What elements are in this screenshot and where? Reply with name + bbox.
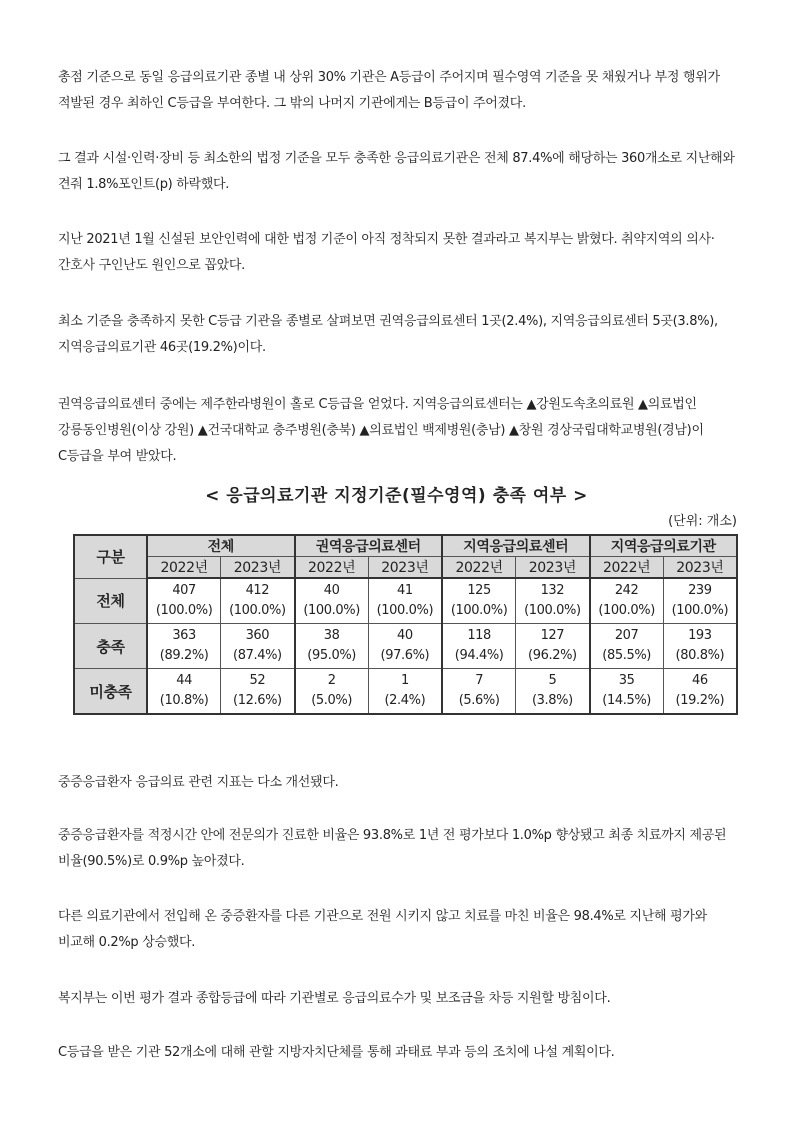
cell-count: 412 xyxy=(245,583,270,598)
cell-percent: (19.2%) xyxy=(675,693,725,708)
paragraph: 다른 의료기관에서 전입해 온 중증환자를 다른 기관으로 전원 시키지 않고 치료를 마친 비율은 98.4%로 지난해 평가와 비교해 0.2%p 상승했다. xyxy=(58,909,707,950)
cell-percent: (5.0%) xyxy=(311,693,353,708)
cell-percent: (5.6%) xyxy=(458,693,500,708)
paragraph: 지난 2021년 1월 신설된 보안인력에 대한 법정 기준이 아직 정착되지 못한 결과라고 복지부는 밝혔다. 취약지역의 의사·간호사 구인난도 원인으로 꼽았다. xyxy=(58,232,715,273)
table-cell xyxy=(516,578,590,624)
table-cell xyxy=(368,578,442,624)
year-header: 2022년 xyxy=(442,557,516,579)
table-row xyxy=(74,578,737,624)
paragraph: 그 결과 시설·인력·장비 등 최소한의 법정 기준을 모두 충족한 응급의료기관은 전체 87.4%에 해당하는 360개소로 지난해와 견줘 1.8%포인트(p) 하락했다. xyxy=(58,151,735,192)
table-cell xyxy=(442,624,516,669)
cell-percent: (100.0%) xyxy=(376,603,434,618)
table-cell xyxy=(147,624,221,669)
group-header: 지역응급의료기관 xyxy=(590,535,738,557)
paragraph: 총점 기준으로 동일 응급의료기관 종별 내 상위 30% 기관은 A등급이 주어지며 필수영역 기준을 못 채웠거나 부정 행위가 적발된 경우 최하인 C등급을 부여한다. 그 밖의 나머지 기관에게는 B등급이 주어졌다. xyxy=(58,70,720,111)
cell-percent: (100.0%) xyxy=(524,603,581,618)
paragraph: 권역응급의료센터 중에는 제주한라병원이 홀로 C등급을 얻었다. 지역응급의료센터는 ▲강원도속초의료원 ▲의료법인 강릉동인병원(이상 강원) ▲건국대학교 충주병원(충북) ▲의료법인 백제병원(충남) ▲창원 경상국립대학교병원(경남)이 C등급을 부여 받았다. xyxy=(58,397,704,464)
paragraph: 중증응급환자를 적정시간 안에 전문의가 진료한 비율은 93.8%로 1년 전 평가보다 1.0%p 향상됐고 최종 치료까지 제공된 비율(90.5%)로 0.9%p 높아졌다. xyxy=(58,828,727,869)
cell-count: 35 xyxy=(618,673,635,688)
cell-count: 2 xyxy=(327,673,336,688)
row-header: 전체 xyxy=(74,578,147,624)
table-cell xyxy=(295,624,369,669)
table-cell xyxy=(442,669,516,715)
table-cell xyxy=(221,669,295,715)
cell-count: 52 xyxy=(249,673,266,688)
cell-percent: (100.0%) xyxy=(671,603,729,618)
cell-count: 407 xyxy=(172,583,196,598)
cell-percent: (100.0%) xyxy=(450,603,508,618)
cell-count: 41 xyxy=(397,583,413,598)
cell-count: 38 xyxy=(323,628,340,643)
cell-count: 46 xyxy=(692,673,708,688)
cell-percent: (100.0%) xyxy=(229,603,286,618)
corner-header: 구분 xyxy=(74,535,147,578)
table-cell xyxy=(590,624,664,669)
year-header: 2023년 xyxy=(516,557,590,579)
table-title: < 응급의료기관 지정기준(필수영역) 충족 여부 > xyxy=(205,486,588,506)
cell-percent: (100.0%) xyxy=(155,603,213,618)
cell-percent: (10.8%) xyxy=(159,693,209,708)
table-cell xyxy=(663,578,737,624)
cell-percent: (87.4%) xyxy=(233,648,282,663)
paragraph: 복지부는 이번 평가 결과 종합등급에 따라 기관별로 응급의료수가 및 보조금을 차등 지원할 방침이다. xyxy=(58,991,611,1006)
cell-count: 5 xyxy=(548,673,557,688)
cell-count: 118 xyxy=(467,628,491,643)
table-row xyxy=(74,669,737,715)
row-header: 충족 xyxy=(74,624,147,669)
cell-count: 239 xyxy=(688,583,712,598)
table-cell xyxy=(590,669,664,715)
year-header: 2022년 xyxy=(295,557,369,579)
cell-percent: (97.6%) xyxy=(380,648,430,663)
table-cell xyxy=(516,624,590,669)
table-cell xyxy=(368,624,442,669)
cell-count: 44 xyxy=(176,673,192,688)
cell-percent: (95.0%) xyxy=(307,648,356,663)
table-cell xyxy=(590,578,664,624)
year-header: 2022년 xyxy=(590,557,664,579)
row-header: 미충족 xyxy=(74,669,147,715)
table-row xyxy=(74,624,737,669)
table-unit: (단위: 개소) xyxy=(668,514,737,529)
year-header: 2023년 xyxy=(368,557,442,579)
cell-count: 132 xyxy=(540,583,565,598)
table-cell xyxy=(221,578,295,624)
table-cell xyxy=(147,669,221,715)
cell-percent: (100.0%) xyxy=(598,603,655,618)
table-cell xyxy=(368,669,442,715)
cell-count: 363 xyxy=(172,628,196,643)
year-header: 2022년 xyxy=(147,557,221,579)
table-cell xyxy=(295,669,369,715)
cell-count: 193 xyxy=(688,628,712,643)
stats-table xyxy=(73,534,738,715)
cell-count: 207 xyxy=(614,628,639,643)
year-header: 2023년 xyxy=(663,557,737,579)
paragraph: 최소 기준을 충족하지 못한 C등급 기관을 종별로 살펴보면 권역응급의료센터 1곳(2.4%), 지역응급의료센터 5곳(3.8%), 지역응급의료기관 46곳(19.2%)이다. xyxy=(58,314,718,355)
cell-count: 40 xyxy=(323,583,340,598)
table-cell xyxy=(221,624,295,669)
cell-percent: (85.5%) xyxy=(602,648,651,663)
cell-percent: (2.4%) xyxy=(384,693,426,708)
cell-count: 40 xyxy=(397,628,413,643)
cell-percent: (89.2%) xyxy=(159,648,209,663)
cell-count: 242 xyxy=(614,583,639,598)
year-header: 2023년 xyxy=(221,557,295,579)
group-header: 지역응급의료센터 xyxy=(442,535,590,557)
cell-percent: (96.2%) xyxy=(528,648,577,663)
paragraph: 중증응급환자 응급의료 관련 지표는 다소 개선됐다. xyxy=(58,775,339,790)
paragraph: C등급을 받은 기관 52개소에 대해 관할 지방자치단체를 통해 과태료 부과 등의 조치에 나설 계획이다. xyxy=(58,1045,615,1060)
table-cell xyxy=(295,578,369,624)
cell-percent: (3.8%) xyxy=(531,693,573,708)
cell-percent: (80.8%) xyxy=(675,648,725,663)
group-header: 전체 xyxy=(147,535,295,557)
cell-count: 7 xyxy=(475,673,484,688)
table-cell xyxy=(442,578,516,624)
cell-count: 1 xyxy=(400,673,409,688)
cell-percent: (94.4%) xyxy=(454,648,504,663)
table-cell xyxy=(516,669,590,715)
table-cell xyxy=(147,578,221,624)
group-header: 권역응급의료센터 xyxy=(295,535,443,557)
cell-percent: (12.6%) xyxy=(233,693,282,708)
cell-count: 125 xyxy=(467,583,491,598)
cell-percent: (14.5%) xyxy=(602,693,651,708)
cell-percent: (100.0%) xyxy=(303,603,360,618)
cell-count: 127 xyxy=(540,628,565,643)
cell-count: 360 xyxy=(245,628,270,643)
table-cell xyxy=(663,669,737,715)
table-cell xyxy=(663,624,737,669)
